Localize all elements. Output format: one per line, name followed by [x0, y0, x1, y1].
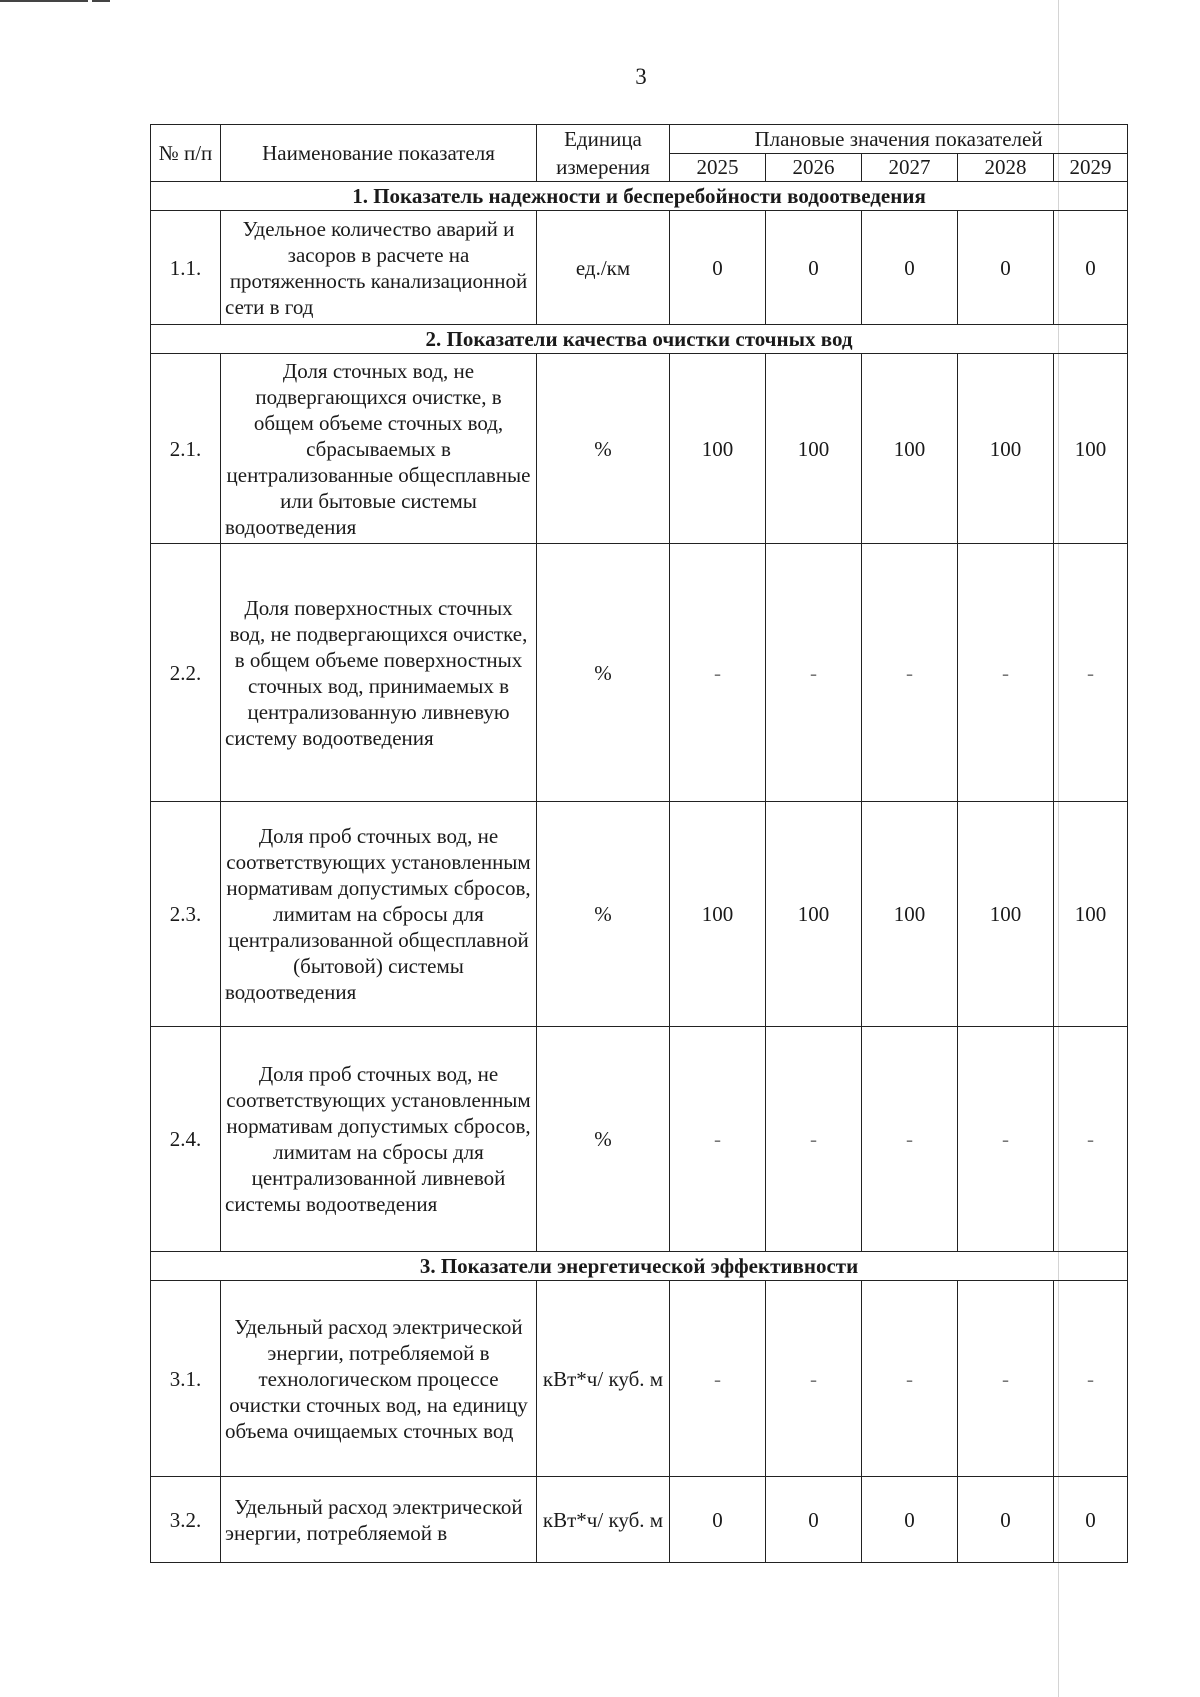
row-number: 2.3.: [151, 802, 221, 1027]
value-cell: 0: [670, 1477, 766, 1563]
value-cell: 0: [958, 1477, 1054, 1563]
value-cell: 0: [1054, 1477, 1128, 1563]
table-row: [151, 211, 1128, 325]
row-number: 2.1.: [151, 354, 221, 544]
value-cell: 100: [1054, 354, 1128, 544]
section-title: 3. Показатели энергетической эффективности: [151, 1252, 1128, 1281]
table-row: [151, 1281, 1128, 1477]
unit-cell: %: [537, 544, 670, 802]
value-cell: 0: [766, 211, 862, 325]
table-row: [151, 1477, 1128, 1563]
section-row: [151, 1252, 1128, 1281]
value-cell: -: [862, 544, 958, 802]
row-number: 1.1.: [151, 211, 221, 325]
value-cell: 0: [766, 1477, 862, 1563]
header-year: 2027: [862, 153, 958, 182]
value-cell: 100: [766, 354, 862, 544]
page-number: 3: [635, 64, 647, 89]
unit-cell: %: [537, 1027, 670, 1252]
section-title: 1. Показатель надежности и бесперебойности водоотведения: [151, 182, 1128, 211]
row-number: 3.1.: [151, 1281, 221, 1477]
value-cell: -: [958, 1281, 1054, 1477]
indicator-name: Доля сточных вод, не подвергающихся очистке, в общем объеме сточных вод, сбрасываемых в централизованные общесплавные или бытовые системы водоотведения: [221, 354, 537, 544]
value-cell: -: [1054, 544, 1128, 802]
value-cell: 100: [958, 354, 1054, 544]
header-planned-values: Плановые значения показателей: [670, 125, 1128, 154]
value-cell: -: [670, 544, 766, 802]
header-year: 2029: [1054, 153, 1128, 182]
value-cell: 100: [1054, 802, 1128, 1027]
value-cell: -: [766, 1281, 862, 1477]
value-cell: 100: [862, 354, 958, 544]
value-cell: -: [766, 544, 862, 802]
value-cell: -: [1054, 1027, 1128, 1252]
indicators-table: [150, 124, 1128, 1563]
header-year: 2025: [670, 153, 766, 182]
value-cell: 0: [670, 211, 766, 325]
indicator-name: Удельный расход электрической энергии, потребляемой в технологическом процессе очистки сточных вод, на единицу объема очищаемых сточных вод: [221, 1281, 537, 1477]
value-cell: -: [958, 1027, 1054, 1252]
value-cell: -: [862, 1027, 958, 1252]
value-cell: 0: [958, 211, 1054, 325]
row-number: 3.2.: [151, 1477, 221, 1563]
header-year: 2028: [958, 153, 1054, 182]
row-number: 2.4.: [151, 1027, 221, 1252]
unit-cell: кВт*ч/ куб. м: [537, 1281, 670, 1477]
indicator-name: Доля поверхностных сточных вод, не подвергающихся очистке, в общем объеме поверхностных сточных вод, принимаемых в централизованную ливневую систему водоотведения: [221, 544, 537, 802]
value-cell: -: [670, 1027, 766, 1252]
header-num: № п/п: [151, 125, 221, 182]
value-cell: -: [1054, 1281, 1128, 1477]
unit-cell: %: [537, 354, 670, 544]
header-row: [151, 125, 1128, 154]
table-row: [151, 354, 1128, 544]
value-cell: 100: [958, 802, 1054, 1027]
value-cell: 100: [766, 802, 862, 1027]
value-cell: 100: [670, 354, 766, 544]
section-title: 2. Показатели качества очистки сточных вод: [151, 325, 1128, 354]
value-cell: 100: [670, 802, 766, 1027]
header-year: 2026: [766, 153, 862, 182]
unit-cell: ед./км: [537, 211, 670, 325]
table-row: [151, 802, 1128, 1027]
value-cell: -: [670, 1281, 766, 1477]
value-cell: 0: [862, 1477, 958, 1563]
indicator-name: Удельное количество аварий и засоров в расчете на протяженность канализационной сети в год: [221, 211, 537, 325]
indicator-name: Доля проб сточных вод, не соответствующих установленным нормативам допустимых сбросов, лимитам на сбросы для централизованной ливневой системы водоотведения: [221, 1027, 537, 1252]
value-cell: -: [862, 1281, 958, 1477]
indicator-name: Доля проб сточных вод, не соответствующих установленным нормативам допустимых сбросов, лимитам на сбросы для централизованной общесплавной (бытовой) системы водоотведения: [221, 802, 537, 1027]
table-row: [151, 1027, 1128, 1252]
row-number: 2.2.: [151, 544, 221, 802]
value-cell: 0: [862, 211, 958, 325]
section-row: [151, 325, 1128, 354]
header-name: Наименование показателя: [221, 125, 537, 182]
unit-cell: кВт*ч/ куб. м: [537, 1477, 670, 1563]
scan-edge-mark: [0, 0, 88, 2]
indicator-name: Удельный расход электрической энергии, потребляемой в: [221, 1477, 537, 1563]
value-cell: 100: [862, 802, 958, 1027]
value-cell: 0: [1054, 211, 1128, 325]
header-unit: Единица измерения: [537, 125, 670, 182]
unit-cell: %: [537, 802, 670, 1027]
table-row: [151, 544, 1128, 802]
scan-edge-mark: [92, 0, 110, 2]
value-cell: -: [766, 1027, 862, 1252]
value-cell: -: [958, 544, 1054, 802]
section-row: [151, 182, 1128, 211]
